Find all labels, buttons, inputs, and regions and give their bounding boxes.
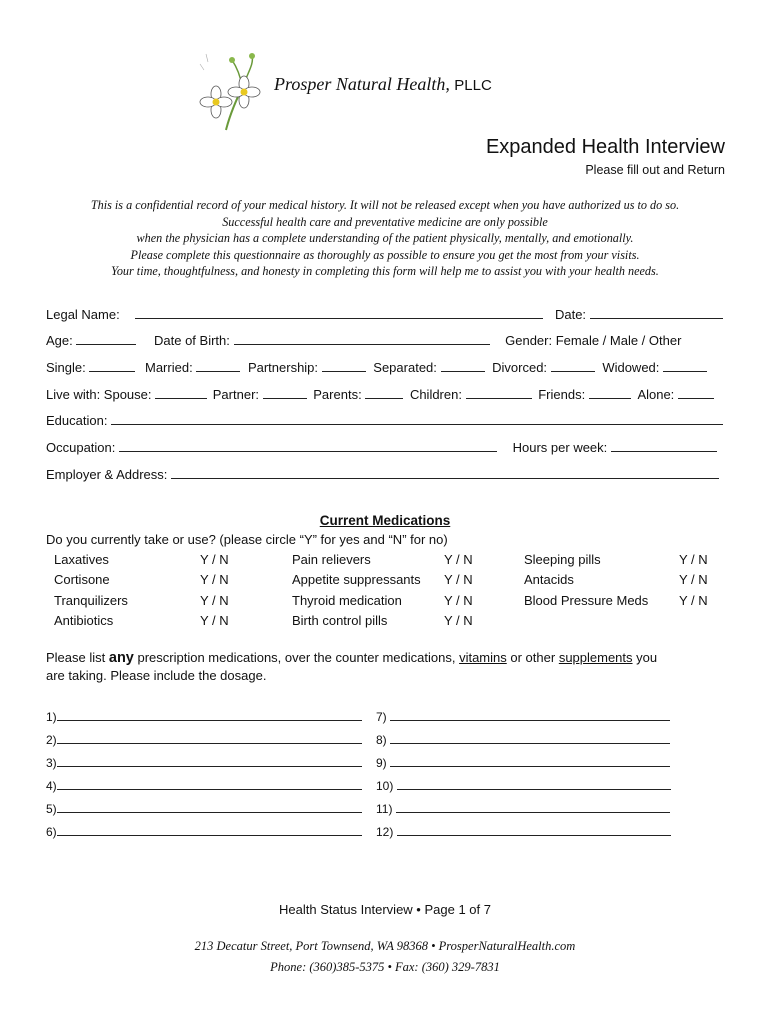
medications-question: Do you currently take or use? (please circle “Y” for yes and “N” for no) [46, 532, 448, 547]
partnership-field[interactable] [322, 359, 366, 372]
yn-choice[interactable]: Y / N [444, 552, 473, 567]
date-label: Date: [554, 307, 587, 322]
age-label: Age: [46, 333, 73, 348]
med-list-row-7[interactable] [376, 710, 670, 724]
employer-field[interactable] [171, 466, 719, 479]
parents-label: Parents: [313, 387, 362, 402]
legal-name-label: Legal Name: [46, 307, 120, 322]
med-list-row-8[interactable] [376, 733, 670, 747]
list-line[interactable] [57, 733, 362, 744]
hours-label: Hours per week: [512, 440, 608, 455]
instr-emphasis: any [108, 650, 134, 666]
list-number: 6) [46, 825, 57, 839]
list-line[interactable] [57, 779, 362, 790]
separated-field[interactable] [441, 359, 485, 372]
list-number: 10) [376, 779, 394, 793]
date-field[interactable] [590, 306, 723, 319]
list-number: 11) [376, 802, 393, 816]
footer-address: 213 Decatur Street, Port Townsend, WA 98368 • ProsperNaturalHealth.com [194, 939, 576, 953]
med-list-row-11[interactable] [376, 802, 670, 816]
med-list-row-10[interactable] [376, 779, 671, 793]
legal-name-field[interactable] [135, 306, 543, 319]
yn-choice[interactable]: Y / N [200, 592, 229, 608]
list-line[interactable] [397, 825, 671, 836]
intro-line: Please complete this questionnaire as thoroughly as possible to ensure you get the most from your visits. [130, 247, 640, 262]
intro-line: This is a confidential record of your medical history. It will not be released except when you have authorized us to do so. [90, 198, 680, 212]
partner-label: Partner: [212, 387, 260, 402]
partnership-label: Partnership: [247, 360, 319, 375]
med-name: Blood Pressure Meds [524, 592, 649, 608]
list-number: 1) [46, 710, 57, 724]
list-number: 2) [46, 733, 57, 747]
med-name: Laxatives [54, 552, 109, 567]
partner-field[interactable] [263, 386, 307, 399]
yn-choice[interactable]: Y / N [679, 572, 708, 588]
instr-text: prescription medications, over the counter medications, [137, 650, 456, 665]
alone-label: Alone: [637, 387, 675, 402]
occupation-label: Occupation: [46, 440, 116, 455]
list-number: 7) [376, 710, 387, 724]
med-column-1 [54, 552, 128, 633]
med-list-row-6[interactable] [46, 825, 362, 839]
page-subtitle: Please fill out and Return [585, 163, 725, 177]
med-name: Tranquilizers [54, 592, 128, 608]
friends-label: Friends: [538, 387, 586, 402]
alone-field[interactable] [678, 386, 714, 399]
list-number: 8) [376, 733, 387, 747]
single-label: Single: [46, 360, 86, 375]
intro-line: Successful health care and preventative medicine are only possible [222, 214, 548, 229]
single-field[interactable] [89, 359, 135, 372]
med-list-row-3[interactable] [46, 756, 362, 770]
list-number: 4) [46, 779, 57, 793]
married-field[interactable] [196, 359, 240, 372]
instr-underline: vitamins [459, 650, 507, 665]
children-field[interactable] [466, 386, 532, 399]
divorced-field[interactable] [551, 359, 595, 372]
med-name: Antacids [524, 572, 574, 588]
med-list-row-5[interactable] [46, 802, 362, 816]
med-list-row-2[interactable] [46, 733, 362, 747]
education-label: Education: [46, 413, 108, 428]
list-line[interactable] [390, 710, 670, 721]
med-name: Appetite suppressants [292, 572, 421, 588]
gender-label: Gender: Female / Male / Other [505, 333, 682, 348]
list-line[interactable] [57, 756, 362, 767]
yn-column-2 [444, 552, 473, 633]
yn-choice[interactable]: Y / N [679, 552, 708, 567]
yn-choice[interactable]: Y / N [200, 612, 229, 628]
list-number: 12) [376, 825, 394, 839]
yn-column-1 [200, 552, 229, 633]
dob-label: Date of Birth: [154, 333, 230, 348]
instr-text: or other [510, 650, 556, 665]
list-number: 9) [376, 756, 387, 770]
widowed-label: Widowed: [602, 360, 660, 375]
yn-choice[interactable]: Y / N [679, 592, 708, 608]
divorced-label: Divorced: [492, 360, 548, 375]
instr-underline: supplements [558, 650, 633, 665]
company-name: Prosper Natural Health, [274, 74, 450, 94]
hours-field[interactable] [611, 439, 717, 452]
children-label: Children: [409, 387, 462, 402]
yn-column-3 [679, 552, 708, 613]
list-line[interactable] [390, 756, 670, 767]
flower-logo [196, 44, 266, 132]
intro-text [0, 197, 770, 280]
widowed-field[interactable] [663, 359, 707, 372]
footer-page: Health Status Interview • Page 1 of 7 [279, 902, 491, 917]
page-title: Expanded Health Interview [485, 136, 725, 158]
list-number: 5) [46, 802, 57, 816]
medication-list-instructions [46, 649, 657, 685]
list-number: 3) [46, 756, 57, 770]
list-line[interactable] [57, 825, 362, 836]
married-label: Married: [145, 360, 193, 375]
live-with-label: Live with: Spouse: [46, 387, 152, 402]
parents-field[interactable] [365, 386, 403, 399]
list-line[interactable] [396, 802, 670, 813]
med-list-row-1[interactable] [46, 710, 362, 724]
yn-choice[interactable]: Y / N [444, 592, 473, 608]
med-name: Antibiotics [54, 612, 114, 628]
list-line[interactable] [57, 710, 362, 721]
med-name: Cortisone [54, 572, 110, 588]
list-line[interactable] [397, 779, 671, 790]
age-field[interactable] [76, 332, 136, 345]
instr-text: you [636, 650, 658, 665]
yn-choice[interactable]: Y / N [444, 572, 473, 588]
intro-line: Your time, thoughtfulness, and honesty in completing this form will help me to assist you with your health needs. [111, 264, 659, 278]
med-list-row-9[interactable] [376, 756, 670, 770]
company-suffix: PLLC [454, 77, 492, 94]
friends-field[interactable] [589, 386, 631, 399]
dob-field[interactable] [234, 332, 490, 345]
yn-choice[interactable]: Y / N [200, 572, 229, 588]
yn-choice[interactable]: Y / N [200, 552, 229, 567]
employer-label: Employer & Address: [46, 467, 168, 482]
med-name: Birth control pills [292, 612, 388, 628]
medications-heading: Current Medications [319, 513, 451, 528]
footer-phone: Phone: (360)385-5375 • Fax: (360) 329-7831 [270, 960, 500, 974]
med-list-row-4[interactable] [46, 779, 362, 793]
instr-line-2: are taking. Please include the dosage. [46, 668, 267, 683]
list-line[interactable] [390, 733, 670, 744]
med-name: Sleeping pills [524, 552, 601, 567]
instr-text: Please list [46, 650, 106, 665]
list-line[interactable] [57, 802, 362, 813]
spouse-field[interactable] [155, 386, 207, 399]
education-field[interactable] [111, 412, 723, 425]
intro-line: when the physician has a complete understanding of the patient physically, mentally, and emotionally. [136, 231, 634, 245]
occupation-field[interactable] [119, 439, 497, 452]
med-column-3 [524, 552, 648, 613]
med-name: Pain relievers [292, 552, 371, 567]
yn-choice[interactable]: Y / N [444, 612, 473, 628]
med-column-2 [292, 552, 421, 633]
med-name: Thyroid medication [292, 592, 402, 608]
separated-label: Separated: [373, 360, 437, 375]
med-list-row-12[interactable] [376, 825, 671, 839]
